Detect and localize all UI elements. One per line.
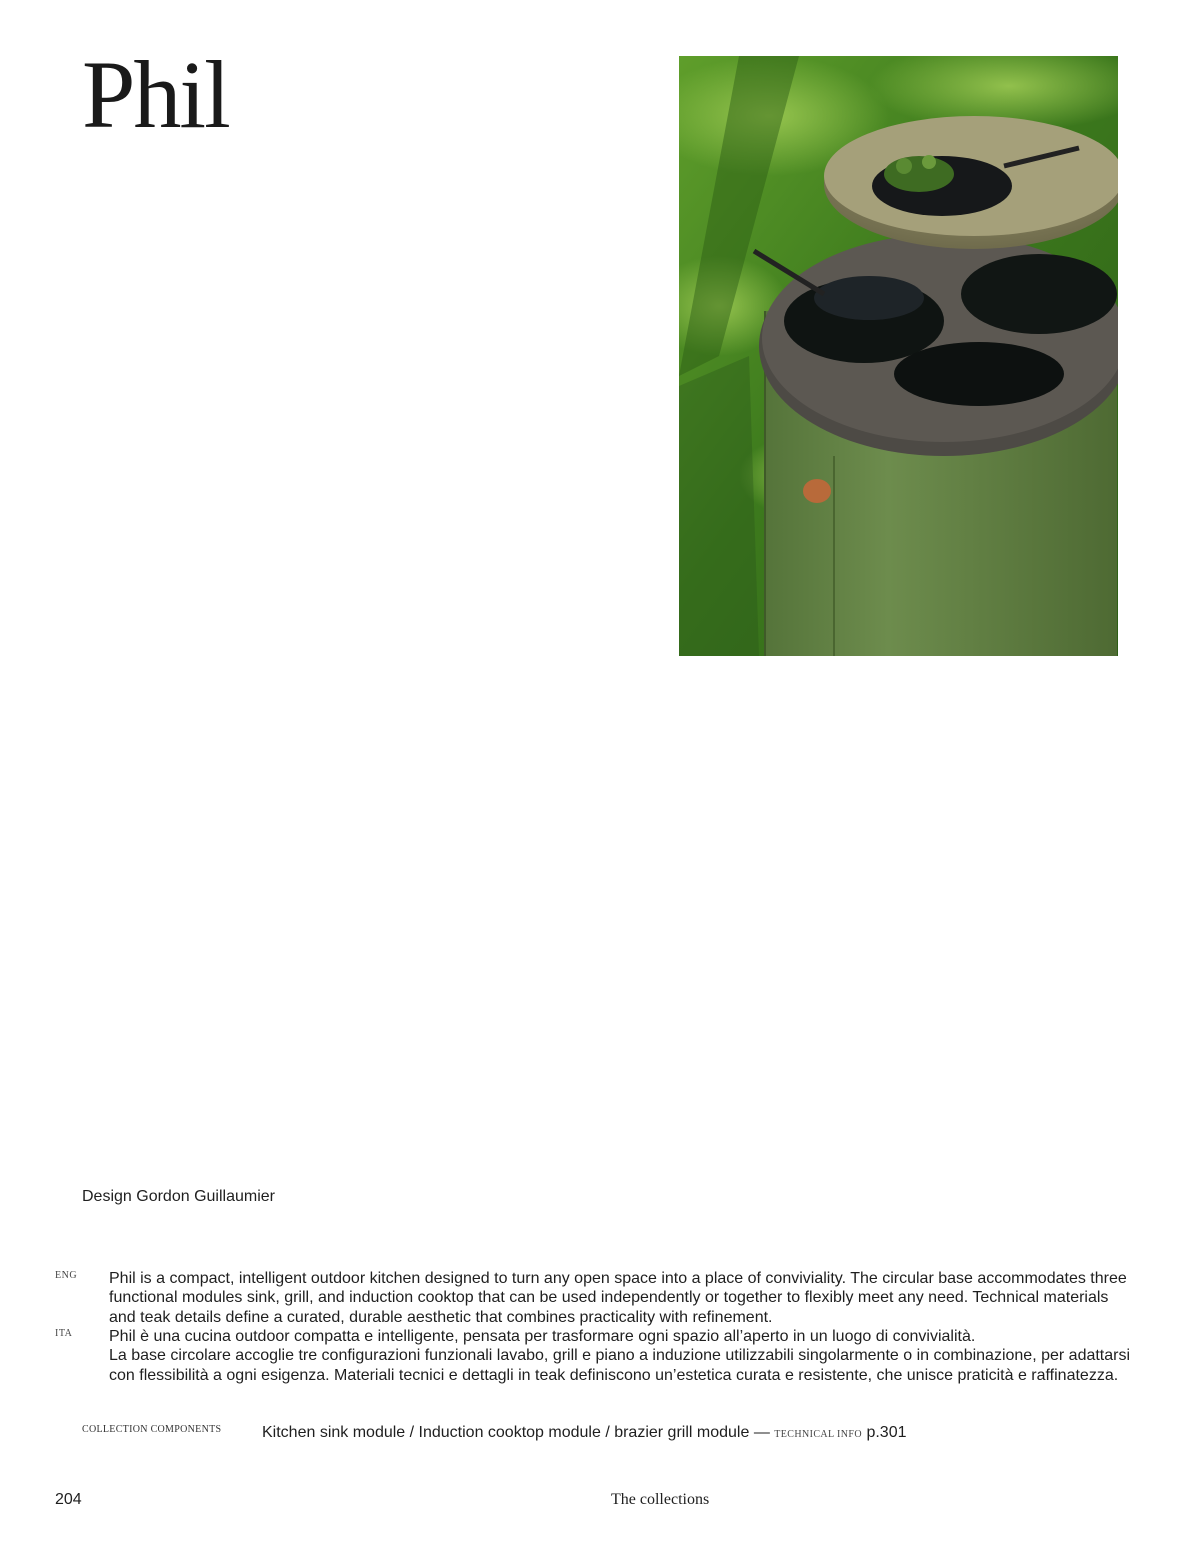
language-label-ita: ITA	[55, 1328, 73, 1339]
description-ita-paragraph: Phil è una cucina outdoor compatta e intelligente, pensata per trasformare ogni spazio all’aperto in un luogo di convivialità.	[109, 1328, 976, 1345]
description-eng-paragraph: Phil is a compact, intelligent outdoor kitchen designed to turn any open space into a place of conviviality. The circular base accommodates three functional modules sink, grill, and induction cooktop that can be used independently or together to flexibly meet any need. Technical materials and teak details define a curated, durable aesthetic that combines practicality with refinement.	[109, 1270, 1127, 1326]
components-text: Kitchen sink module / Induction cooktop module / brazier grill module —	[262, 1424, 770, 1441]
technical-info-label: TECHNICAL INFO	[774, 1429, 862, 1440]
description-ita-paragraph: La base circolare accoglie tre configurazioni funzionali lavabo, grill e piano a induzione utilizzabili singolarmente o in combinazione, per adattarsi con flessibilità a ogni esigenza. Materiali tecnici e dettagli in teak definiscono un’estetica curata e resistente, che unisce praticità e raffinatezza.	[109, 1347, 1131, 1384]
page-number: 204	[55, 1491, 82, 1508]
components-list	[262, 1422, 907, 1446]
language-label-eng: ENG	[55, 1270, 78, 1281]
designer-credit: Design Gordon Guillaumier	[82, 1188, 275, 1205]
description-ita	[109, 1327, 1139, 1385]
components-label: COLLECTION COMPONENTS	[82, 1424, 222, 1435]
footer-section-title: The collections	[611, 1491, 710, 1508]
page-title: Phil	[82, 41, 229, 148]
description-eng	[109, 1269, 1139, 1327]
product-photo	[679, 56, 1118, 656]
technical-info-page-ref[interactable]: p.301	[866, 1424, 907, 1441]
